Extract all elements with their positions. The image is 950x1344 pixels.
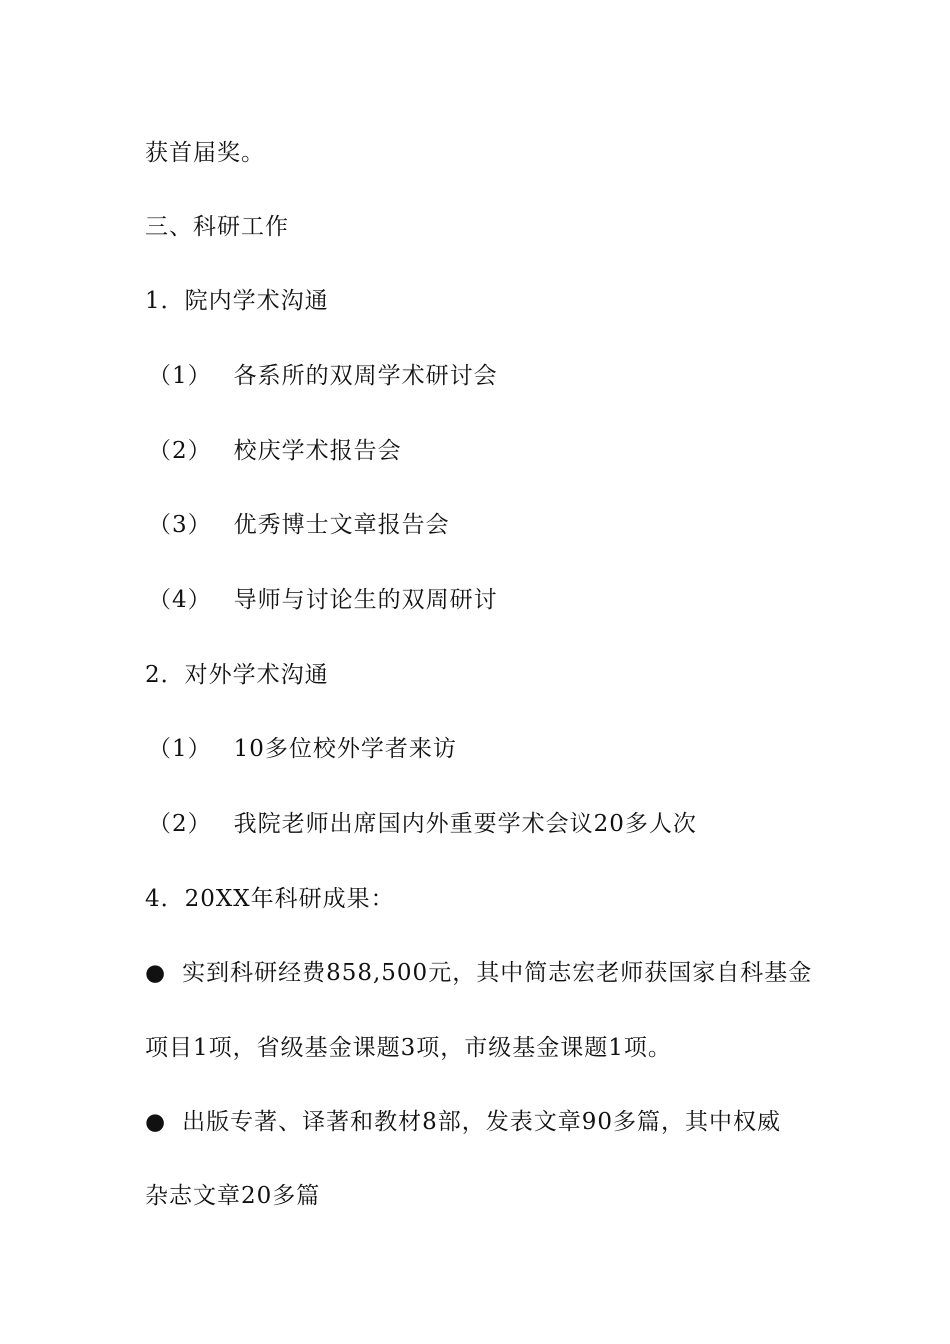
list-item: [148, 361, 498, 391]
bullet-item-publications: [145, 1107, 781, 1137]
line-text: 杂志文章20多篇: [145, 1183, 321, 1209]
bullet-icon: ●: [145, 1109, 167, 1135]
subheading-internal-exchange: [145, 286, 329, 316]
line-text: 三、科研工作: [145, 214, 289, 240]
text-line-continuation: [145, 1181, 320, 1211]
list-marker: （1）: [148, 363, 212, 389]
text-line-continuation: [145, 1033, 672, 1063]
line-text: 4．20XX年科研成果：: [145, 886, 395, 912]
list-marker: （1）: [148, 736, 212, 762]
list-item: [148, 436, 402, 466]
list-marker: （2）: [148, 438, 212, 464]
list-marker: （3）: [148, 512, 212, 538]
text-line-award: [145, 138, 265, 168]
list-item-text: 我院老师出席国内外重要学术会议20多人次: [233, 811, 697, 837]
list-item-text: 优秀博士文章报告会: [233, 512, 450, 538]
line-text: 1．院内学术沟通: [145, 288, 329, 314]
subheading-external-exchange: [145, 660, 329, 690]
bullet-text: 出版专著、译著和教材8部，发表文章90多篇，其中权威: [182, 1109, 781, 1135]
list-item-text: 各系所的双周学术研讨会: [233, 363, 498, 389]
list-marker: （2）: [148, 811, 212, 837]
list-item-text: 导师与讨论生的双周研讨: [233, 587, 498, 613]
line-text: 获首届奖。: [145, 140, 265, 166]
line-text: 2．对外学术沟通: [145, 662, 329, 688]
list-item: [148, 585, 498, 615]
subheading-research-results: [145, 884, 395, 914]
list-item-text: 10多位校外学者来访: [233, 736, 457, 762]
list-marker: （4）: [148, 587, 212, 613]
list-item: [148, 809, 697, 839]
line-text: 项目1项，省级基金课题3项，市级基金课题1项。: [145, 1035, 672, 1061]
bullet-text: 实到科研经费858,500元，其中简志宏老师获国家自科基金: [182, 960, 813, 986]
list-item: [148, 510, 450, 540]
bullet-icon: ●: [145, 960, 167, 986]
bullet-item-funding: [145, 958, 812, 988]
list-item-text: 校庆学术报告会: [233, 438, 402, 464]
section-heading-research: [145, 212, 289, 242]
list-item: [148, 734, 457, 764]
